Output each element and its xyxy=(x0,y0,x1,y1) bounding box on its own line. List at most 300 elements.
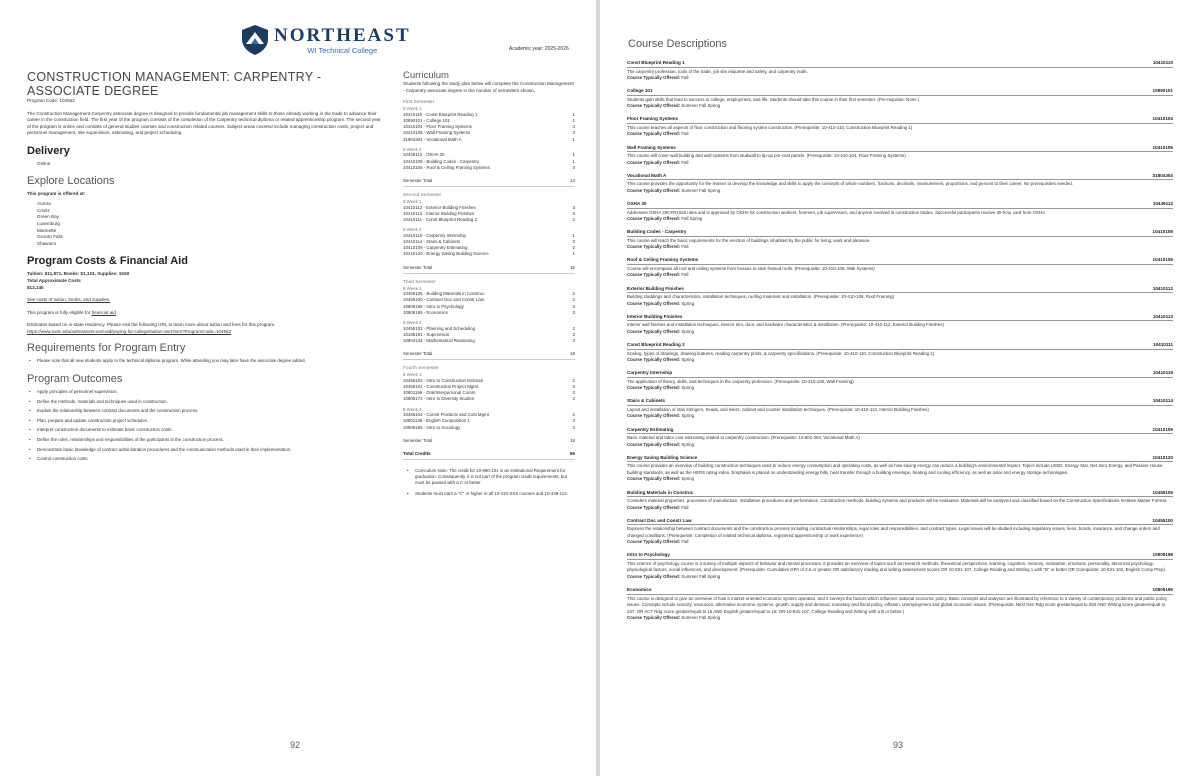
course-description: Basic material and labor cost estimating related to carpentry construction. (Prerequisite: 10-804-304, Vocational Math A) xyxy=(627,435,860,441)
total-credits-label: Total Credits xyxy=(403,450,431,456)
course-credits: 1 xyxy=(572,152,575,158)
semester-block xyxy=(403,186,575,270)
semester-block xyxy=(403,100,575,183)
course-title: Carpentry Internship xyxy=(627,370,673,376)
course-offered-value: Summer Fall Spring xyxy=(681,615,721,621)
course-offered-label: Course Typically Offered: xyxy=(627,103,681,109)
course-offered xyxy=(627,329,1173,335)
curriculum-intro: Students following the study plan below will complete the Construction Management - Carpentry associate degree in the number of semesters shown. xyxy=(403,81,574,93)
curriculum-note: • Curriculum Note: The credit for 10-890-101 is an Institutional Requirement for graduation. Consequently, it is not part of the program credit requirements, but must be passed with a C or better. xyxy=(407,468,575,487)
course-header xyxy=(627,455,1173,463)
location-item: Marinette xyxy=(37,227,57,233)
costs-line1: Tuition: $11,871, Books: $1,124, Supplies: $150 xyxy=(27,271,130,277)
course-description: This course will teach the basic requirements for the erection of buildings inhabited by the public for living, work and pleasure. xyxy=(627,237,871,243)
course-code: 10410106 xyxy=(1152,257,1173,263)
course-offered xyxy=(627,539,1173,545)
course-credits: 3 xyxy=(572,303,575,309)
outcome-item: • Apply principles of personnel supervision. xyxy=(29,387,385,397)
course-offered-label: Course Typically Offered: xyxy=(627,159,681,165)
course-offered-label: Course Typically Offered: xyxy=(627,328,681,334)
course-description: This course provides an overview of building construction techniques used to reduce energy consumption and operating costs, as well as how saving energy can reduce a building's environmental impact. Topics include LEED, Energy Star, Net Zero Energy, and Passive House building standards, as well as the HERS rating index. Emphasis is placed on understanding energy bills, heat transfer through a building envelope, heating and cooling efficiency, as well as solar and energy storage technologies. xyxy=(627,463,1163,475)
course-offered-label: Course Typically Offered: xyxy=(627,441,681,447)
course-offered-value: Fall xyxy=(681,131,689,137)
course-code: 10410114 xyxy=(1152,398,1173,404)
course-offered xyxy=(627,160,1173,166)
logo-name: NORTHEAST xyxy=(274,24,411,46)
course-offered-label: Course Typically Offered: xyxy=(627,244,681,250)
course-offered xyxy=(627,413,1173,419)
course-credits: 2 xyxy=(572,412,575,418)
course-credits: 3 xyxy=(572,204,575,210)
course-credits: 1 xyxy=(572,117,575,123)
course-entry xyxy=(627,88,1173,109)
left-page xyxy=(0,0,596,776)
curriculum-row xyxy=(403,217,575,223)
course-title: Stairs & Cabinets xyxy=(627,398,666,404)
requirements-list xyxy=(27,356,385,366)
course-name: 10410112 - Exterior Building Finishes xyxy=(403,204,476,210)
course-offered-value: Spring xyxy=(681,413,695,419)
course-title: Building Materials in Construc xyxy=(627,489,694,495)
course-code: 10410109 xyxy=(1152,426,1173,432)
course-header xyxy=(627,587,1173,595)
course-description: This course will cover wall building and wall systems from studwall to tip-up pre-cast panels. (Prerequisite: 10-410-104, Floor Framing Systems) xyxy=(627,153,906,159)
course-name: 10410111 - Const Blueprint Reading 2 xyxy=(403,217,478,222)
course-offered xyxy=(627,357,1173,363)
course-description: Considers material properties, processes of manufacture, installation procedures and performance. Construction methods, building systems and products will be evaluated. Materials will be analyzed and classified based on the Construction Specifications Institute Master Format. xyxy=(627,498,1168,504)
course-offered xyxy=(627,574,1173,580)
course-credits: 3 xyxy=(572,124,575,130)
course-entry xyxy=(627,257,1173,278)
course-name: 10410108 - Building Codes - Carpentry xyxy=(403,158,480,164)
course-header xyxy=(627,552,1173,560)
course-description: Building claddings and characteristics, installation techniques, roofing materials and installation. (Prerequisite: 10-410-106, Roof Framing) xyxy=(627,294,894,300)
costs-link[interactable]: See costs of tuition, books, and supplies. xyxy=(27,297,111,303)
program-title-line2: ASSOCIATE DEGREE xyxy=(27,84,159,98)
course-header xyxy=(627,116,1173,124)
course-code: 31804304 xyxy=(1152,172,1173,178)
program-description: The Construction Management-Carpentry associate degree is designed to provide fundamental job management skills to those already working in the trade to advance their career in the construction field. The first year of the program consists of the completion of the Carpentry technical diploma or related apprenticeship program. The second year of the program is online and consists of general studies courses and construction related courses. Subject areas covered include managing construction costs, project and personnel management, site supervision, estimating, and project scheduling. xyxy=(27,110,381,136)
course-offered-value: Fall Spring xyxy=(681,216,703,222)
course-entry xyxy=(627,173,1173,194)
course-description: This course teaches all aspects of floor construction and flooring system construction. (Prerequisite: 10-410-110, Construction Blueprint Reading 1) xyxy=(627,124,913,130)
curriculum-note: • Students must earn a "C" or higher in all 10-410-XXX courses and 10-449-112. xyxy=(407,491,575,497)
week-label: 8 Week 2 xyxy=(403,227,422,233)
semester-total-value: 15 xyxy=(570,264,575,270)
course-code: 10410115 xyxy=(1152,370,1173,376)
course-credits: 1 xyxy=(572,136,575,142)
course-offered xyxy=(627,103,1173,109)
semester-name: Third Semester xyxy=(403,279,436,285)
course-name: 31804304 - Vocational Math A xyxy=(403,136,462,142)
course-entry xyxy=(627,342,1173,363)
course-name: 10455100 - Contract Doc and Constr Law xyxy=(403,297,485,303)
delivery-value: Online xyxy=(37,160,51,166)
semester-block xyxy=(403,359,575,443)
curriculum-row xyxy=(403,165,575,171)
outcomes-heading: Program Outcomes xyxy=(27,373,123,386)
semester-total-label: Semester Total xyxy=(403,178,433,183)
course-code: 10890101 xyxy=(1152,88,1173,94)
program-title-line1: CONSTRUCTION MANAGEMENT: CARPENTRY - xyxy=(27,70,322,84)
costs-line3: $13,145 xyxy=(27,284,44,290)
total-credits xyxy=(403,451,575,456)
locations-heading: Explore Locations xyxy=(27,174,115,187)
costs-line2: Total Approximate Costs xyxy=(27,277,81,283)
course-name: 10809172 - Intro to Diversity Studies xyxy=(403,396,475,402)
course-credits: 3 xyxy=(572,130,575,136)
outcome-item: • Define the methods, materials and techniques used in construction. xyxy=(29,397,385,407)
course-offered-label: Course Typically Offered: xyxy=(627,272,681,278)
course-title: Carpentry Estimating xyxy=(627,426,674,432)
semester-total-value: 14 xyxy=(570,178,575,183)
week-label: 8 Week 1 xyxy=(403,372,422,378)
outcomes-list xyxy=(27,387,385,464)
course-offered-label: Course Typically Offered: xyxy=(627,504,681,510)
curriculum-row xyxy=(403,251,575,257)
course-offered xyxy=(627,615,1173,621)
course-name: 10410120 - Energy Saving Building Science xyxy=(403,251,489,257)
course-code: 10410105 xyxy=(1152,144,1173,150)
course-header xyxy=(627,342,1173,350)
course-description: Course will encompass all roof and ceiling systems from trusses to stick framed roofs. (Prerequisite: 10-410-105, Wall Systems) xyxy=(627,265,875,271)
course-code: 10410104 xyxy=(1152,116,1173,122)
course-credits: 1 xyxy=(572,111,575,117)
course-credits: 3 xyxy=(572,338,575,344)
course-code: 10455100 xyxy=(1152,517,1173,523)
course-offered-label: Course Typically Offered: xyxy=(627,476,681,482)
curriculum-row xyxy=(403,137,575,143)
total-credits-value: 65 xyxy=(569,450,575,456)
course-code: 10410111 xyxy=(1153,342,1173,348)
course-offered-label: Course Typically Offered: xyxy=(627,573,681,579)
course-credits: 3 xyxy=(572,396,575,402)
course-credits: 2 xyxy=(572,297,575,303)
costs-url[interactable]: https://www.nwtc.edu/admissions-and-aid/paying-for-college/tuition-and-fees?ProgramCode=104552 xyxy=(27,328,232,334)
locations-intro: This program is offered at: xyxy=(27,190,86,196)
course-title: Building Codes - Carpentry xyxy=(627,229,687,235)
course-offered-label: Course Typically Offered: xyxy=(627,131,681,137)
course-name: 10801136 - English Composition 1 xyxy=(403,418,470,424)
course-header xyxy=(627,286,1173,294)
curriculum-row xyxy=(403,425,575,431)
academic-year: Academic year: 2025-2026 xyxy=(509,46,569,52)
location-item: Luxemburg xyxy=(37,220,60,226)
course-offered-label: Course Typically Offered: xyxy=(627,615,681,621)
course-title: Contract Doc and Constr Law xyxy=(627,517,692,523)
course-name: 10801196 - Oral/Interpersonal Comm xyxy=(403,390,476,396)
course-title: Interior Building Finishes xyxy=(627,313,683,319)
course-offered-label: Course Typically Offered: xyxy=(627,187,681,193)
course-entry xyxy=(627,286,1173,307)
program-column xyxy=(27,70,385,464)
semester-total-label: Semester Total xyxy=(403,437,433,443)
course-credits: 2 xyxy=(572,377,575,383)
course-code: 10809195 xyxy=(1152,587,1173,593)
course-offered xyxy=(627,131,1173,137)
course-offered xyxy=(627,188,1173,194)
course-code: 10410110 xyxy=(1152,60,1173,65)
course-credits: 2 xyxy=(572,291,575,297)
course-header xyxy=(627,201,1173,209)
outcome-item: • Plan, prepare and update construction project schedules. xyxy=(29,416,385,426)
course-header xyxy=(627,88,1173,96)
week-label: 8 Week 1 xyxy=(403,106,422,112)
course-offered-label: Course Typically Offered: xyxy=(627,216,681,222)
course-title: Energy Saving Building Science xyxy=(627,454,698,460)
college-logo xyxy=(240,24,411,56)
course-header xyxy=(627,398,1173,406)
course-offered-value: Summer Fall Spring xyxy=(681,573,721,579)
financial-aid-link[interactable]: financial aid xyxy=(91,309,116,315)
course-offered-value: Fall xyxy=(681,504,689,510)
locations-list xyxy=(27,201,385,247)
course-offered-label: Course Typically Offered: xyxy=(627,300,681,306)
course-offered-value: Fall xyxy=(681,75,689,80)
curriculum-row xyxy=(403,310,575,316)
course-title: Const Blueprint Reading 1 xyxy=(627,60,685,65)
course-entry xyxy=(627,587,1173,621)
course-code: 10410112 xyxy=(1152,285,1173,291)
curriculum-heading: Curriculum xyxy=(403,70,449,81)
course-credits: 3 xyxy=(572,331,575,337)
course-name: 10455103 - Intro to Construction Estimati xyxy=(403,377,483,383)
course-title: Intro to Psychology xyxy=(627,552,670,558)
course-title: Vocational Math A xyxy=(627,172,667,178)
course-offered-label: Course Typically Offered: xyxy=(627,385,681,391)
semester-name: First Semester xyxy=(403,100,435,106)
course-offered-label: Course Typically Offered: xyxy=(627,413,681,419)
course-offered-label: Course Typically Offered: xyxy=(627,357,681,363)
course-name: 10890101 - College 101 xyxy=(403,117,450,123)
requirements-heading: Requirements for Program Entry xyxy=(27,342,186,355)
course-code: 10410113 xyxy=(1152,313,1173,319)
course-credits: 2 xyxy=(572,384,575,390)
semester-total xyxy=(403,178,575,183)
course-offered-value: Spring xyxy=(681,476,695,482)
course-credits: 3 xyxy=(572,309,575,315)
course-offered-value: Spring xyxy=(681,441,695,447)
course-entry xyxy=(627,518,1173,546)
outcome-item: • Explain the relationship between contract documents and the construction process. xyxy=(29,406,385,416)
semesters-list xyxy=(403,100,575,443)
course-offered xyxy=(627,301,1173,307)
course-credits: 1 xyxy=(572,158,575,164)
course-name: 10449112 - OSHA 30 xyxy=(403,152,445,158)
course-description: This course is designed to give an overview of how a market-oriented economic system operates, and it surveys the factors which influence national economic policy. Basic concepts and analyses are illustrated by reference to a variety of contemporary problems and public policy issues. Concepts include scarcity, resources, alternative economic systems, growth, supply and demand, monetary and fiscal policy, inflation, unemployment and global economic issues. (Prerequisite: Next Gen Rdg score greater/equal to 250 AND Writing score greater/equal to 237, OR ACT Rdg score greater/equal to 16 AND English greater/equal to 15; OR 10-831-107, College Reading and Writing with a B or better.) xyxy=(627,595,1168,614)
course-entry xyxy=(627,145,1173,166)
course-name: 10410110 - Const Blueprint Reading 1 xyxy=(403,111,478,117)
costs-estimate: Estimates based on in-state residency. Please visit the following URL to learn more about tuition and fees for this program. xyxy=(27,322,276,328)
course-description: The application of theory, skills, and techniques in the carpentry profession. (Prerequisite: 10-410-105, Wall Framing) xyxy=(627,378,854,384)
course-offered-value: Summer Fall Spring xyxy=(681,187,721,193)
course-title: Floor Framing Systems xyxy=(627,116,679,122)
semester-total-label: Semester Total xyxy=(403,351,433,357)
course-offered-value: Summer Fall Spring xyxy=(681,103,721,109)
week-label: 8 Week 2 xyxy=(403,146,422,152)
course-offered-value: Spring xyxy=(681,300,695,306)
course-header xyxy=(627,60,1173,68)
semester-name: Fourth Semester xyxy=(403,366,439,372)
course-description: Addresses OSHA 29CFR1926 rules and is approved by OSHA for construction workers, foremen, job supervisors, and anyone involved in construction trades. Successful participants receive 30-hour card from OSHA. xyxy=(627,209,1047,215)
semester-total xyxy=(403,351,575,356)
course-name: 10809198 - Intro to Psychology xyxy=(403,303,464,309)
course-header xyxy=(627,518,1173,526)
course-offered-value: Spring xyxy=(681,357,695,363)
course-description: Interior wall finishes and installation techniques, interior trim, door, and hardware characteristics & installation. (Prerequisite: 10-410-112, Exterior Building Finishes) xyxy=(627,322,944,328)
course-name: 10410104 - Floor Framing Systems xyxy=(403,124,472,130)
page-number-right: 93 xyxy=(893,740,904,750)
location-item: Green Bay xyxy=(37,214,59,220)
course-description: The carpentry profession, tools of the trade, job site etiquette and safety, and carpentry math. xyxy=(627,68,808,74)
financial-aid-text: This program is fully eligible for financial aid. xyxy=(27,309,118,315)
course-header xyxy=(627,314,1173,322)
course-description: Explores the relationship between contract documents and the construction process including contractual relationships, legal roles and responsibilities, and contract types. Legal issues will be studied including regulatory issues, liens, bonds, insurance, and change orders and changed conditions. (Prerequisite: Completion of related technical diploma, registered apprenticeship or work experience) xyxy=(627,526,1160,538)
costs-heading: Program Costs & Financial Aid xyxy=(27,255,188,268)
course-entry xyxy=(627,427,1173,448)
course-offered xyxy=(627,75,1173,81)
course-offered xyxy=(627,442,1173,448)
course-offered xyxy=(627,505,1173,511)
semester-total xyxy=(403,265,575,270)
course-credits: 1 xyxy=(572,232,575,238)
course-name: 10804134 - Mathematical Reasoning xyxy=(403,338,475,344)
curriculum-notes xyxy=(403,468,575,497)
course-credits: 3 xyxy=(572,210,575,216)
course-credits: 3 xyxy=(572,424,575,430)
course-credits: 3 xyxy=(572,418,575,424)
semester-total-value: 18 xyxy=(570,351,575,357)
course-offered xyxy=(627,272,1173,278)
course-title: College 101 xyxy=(627,88,653,94)
course-name: 10410115 - Carpentry Internship xyxy=(403,232,466,238)
course-entry xyxy=(627,455,1173,483)
course-entry xyxy=(627,229,1173,250)
week-label: 8 Week 1 xyxy=(403,199,422,204)
course-code: 10449112 xyxy=(1152,201,1173,207)
course-description: This course provides the opportunity for the learner to develop the knowledge and skills to apply the concepts of whole numbers, fractions, decimals, measurement, proportions, and percent to their career. No prerequisites needed. xyxy=(627,181,1073,187)
course-name: 10410109 - Carpentry Estimating xyxy=(403,245,468,251)
page-number-left: 92 xyxy=(290,740,301,750)
course-entry xyxy=(627,490,1173,511)
course-entry xyxy=(627,370,1173,391)
course-description: Layout and installation of stair stringers, treads, and risers, cabinet and counter installation techniques. (Prerequisite: 10-410-113, Interior Building Finishes) xyxy=(627,406,929,412)
semester-total-label: Semester Total xyxy=(403,264,433,270)
course-header xyxy=(627,229,1173,237)
shield-logo-icon xyxy=(240,24,270,56)
course-offered-label: Course Typically Offered: xyxy=(627,75,681,80)
course-offered-value: Spring xyxy=(681,385,695,391)
course-credits: 3 xyxy=(572,164,575,170)
location-item: Aurora xyxy=(37,201,51,207)
week-label: 8 Week 2 xyxy=(403,320,422,326)
course-entry xyxy=(627,116,1173,137)
course-credits: 3 xyxy=(572,239,575,244)
course-offered xyxy=(627,216,1173,222)
curriculum-row xyxy=(403,396,575,402)
course-credits: 2 xyxy=(572,217,575,222)
course-offered-value: Spring xyxy=(681,328,695,334)
location-item: Shawano xyxy=(37,240,57,246)
course-offered-value: Fall xyxy=(681,244,689,250)
curriculum-row xyxy=(403,338,575,344)
week-label: 8 Week 2 xyxy=(403,406,422,412)
course-title: Economics xyxy=(627,587,652,593)
course-name: 10410106 - Roof & Ceiling Framing Systems xyxy=(403,164,490,170)
course-entry xyxy=(627,552,1173,580)
week-label: 8 Week 1 xyxy=(403,285,422,291)
course-offered-value: Fall xyxy=(681,159,689,165)
course-entry xyxy=(627,60,1173,81)
course-descriptions-list xyxy=(627,60,1173,628)
course-offered xyxy=(627,476,1173,482)
course-header xyxy=(627,490,1173,498)
course-entry xyxy=(627,201,1173,222)
course-offered xyxy=(627,385,1173,391)
semester-total xyxy=(403,438,575,443)
course-name: 10410113 - Interior Building Finishes xyxy=(403,210,475,216)
course-code: 10455105 xyxy=(1152,489,1173,495)
course-description: Students gain skills that lead to success in college, employment, and life. Students should take this course in their first semester. (Pre-requisite: None.) xyxy=(627,96,920,102)
outcome-item: • Define the roles, relationships and responsibilities of the participants in the construction process. xyxy=(29,435,385,445)
course-credits: 2 xyxy=(572,325,575,331)
course-header xyxy=(627,427,1173,435)
course-description: This science of psychology course is a survey of multiple aspects of behavior and mental processes. It provides an overview of topics such as research methods, theoretical perspectives, learning, cognition, memory, motivation, emotions, personality, abnormal psychology, physiological factors, social influences, and development. (Prerequisite: Cumulative GPA of 2.6 or greater OR satisfactory reading and writing assessment scores OR 10-831-107, College Reading and Writing 1 with "B" or better OR Corequisite: 10-831-102, English Comp Prep). xyxy=(627,560,1167,573)
course-offered-label: Course Typically Offered: xyxy=(627,539,681,545)
outcome-item: • Interpret construction documents to estimate basic construction costs. xyxy=(29,425,385,435)
outcome-item: • Control construction costs. xyxy=(29,454,385,464)
course-header xyxy=(627,370,1173,378)
course-offered xyxy=(627,244,1173,250)
course-name: 10455102 - Planning and Scheduling xyxy=(403,325,476,331)
requirement-item: • Please note that all new students apply to the technical diploma program. While attending you may later have the associate degree added. xyxy=(29,356,385,366)
outcome-item: • Demonstrate basic knowledge of contract administration procedures and the communication methods used in their implementation. xyxy=(29,445,385,455)
course-title: Const Blueprint Reading 2 xyxy=(627,342,685,348)
course-name: 10410114 - Stairs & Cabinets xyxy=(403,239,461,244)
logo-subtitle: WI Technical College xyxy=(307,45,378,55)
course-name: 10455101 - Construction Project Mgmt xyxy=(403,384,479,390)
course-title: OSHA 30 xyxy=(627,201,647,207)
course-name: 10809195 - Economics xyxy=(403,309,448,315)
course-credits: 1 xyxy=(572,251,575,257)
delivery-heading: Delivery xyxy=(27,144,70,157)
course-code: 10410108 xyxy=(1152,229,1173,235)
semester-block xyxy=(403,273,575,357)
curriculum-column xyxy=(403,70,575,501)
course-code: 10809198 xyxy=(1152,552,1173,558)
course-name: 10196191 - Supervision xyxy=(403,331,450,337)
course-title: Wall Framing Systems xyxy=(627,144,676,150)
semester-name: Second Semester xyxy=(403,193,442,198)
course-header xyxy=(627,257,1173,265)
course-offered-value: Fall xyxy=(681,272,689,278)
location-item: Crivitz xyxy=(37,207,50,213)
course-entry xyxy=(627,314,1173,335)
course-offered-value: Fall xyxy=(681,539,689,545)
course-code: 10410120 xyxy=(1152,454,1173,460)
location-item: Oconto Falls xyxy=(37,234,63,240)
course-title: Roof & Ceiling Framing Systems xyxy=(627,257,699,263)
course-header xyxy=(627,145,1173,153)
course-header xyxy=(627,173,1173,181)
semester-total-value: 18 xyxy=(570,437,575,443)
course-entry xyxy=(627,398,1173,419)
course-name: 10455105 - Building Materials in Construc xyxy=(403,291,485,297)
course-name: 10455104 - Constr Productv and Cost Mgmt xyxy=(403,412,489,418)
course-title: Exterior Building Finishes xyxy=(627,285,684,291)
program-code: Program Code: 104552 xyxy=(27,98,75,103)
course-credits: 2 xyxy=(572,245,575,251)
